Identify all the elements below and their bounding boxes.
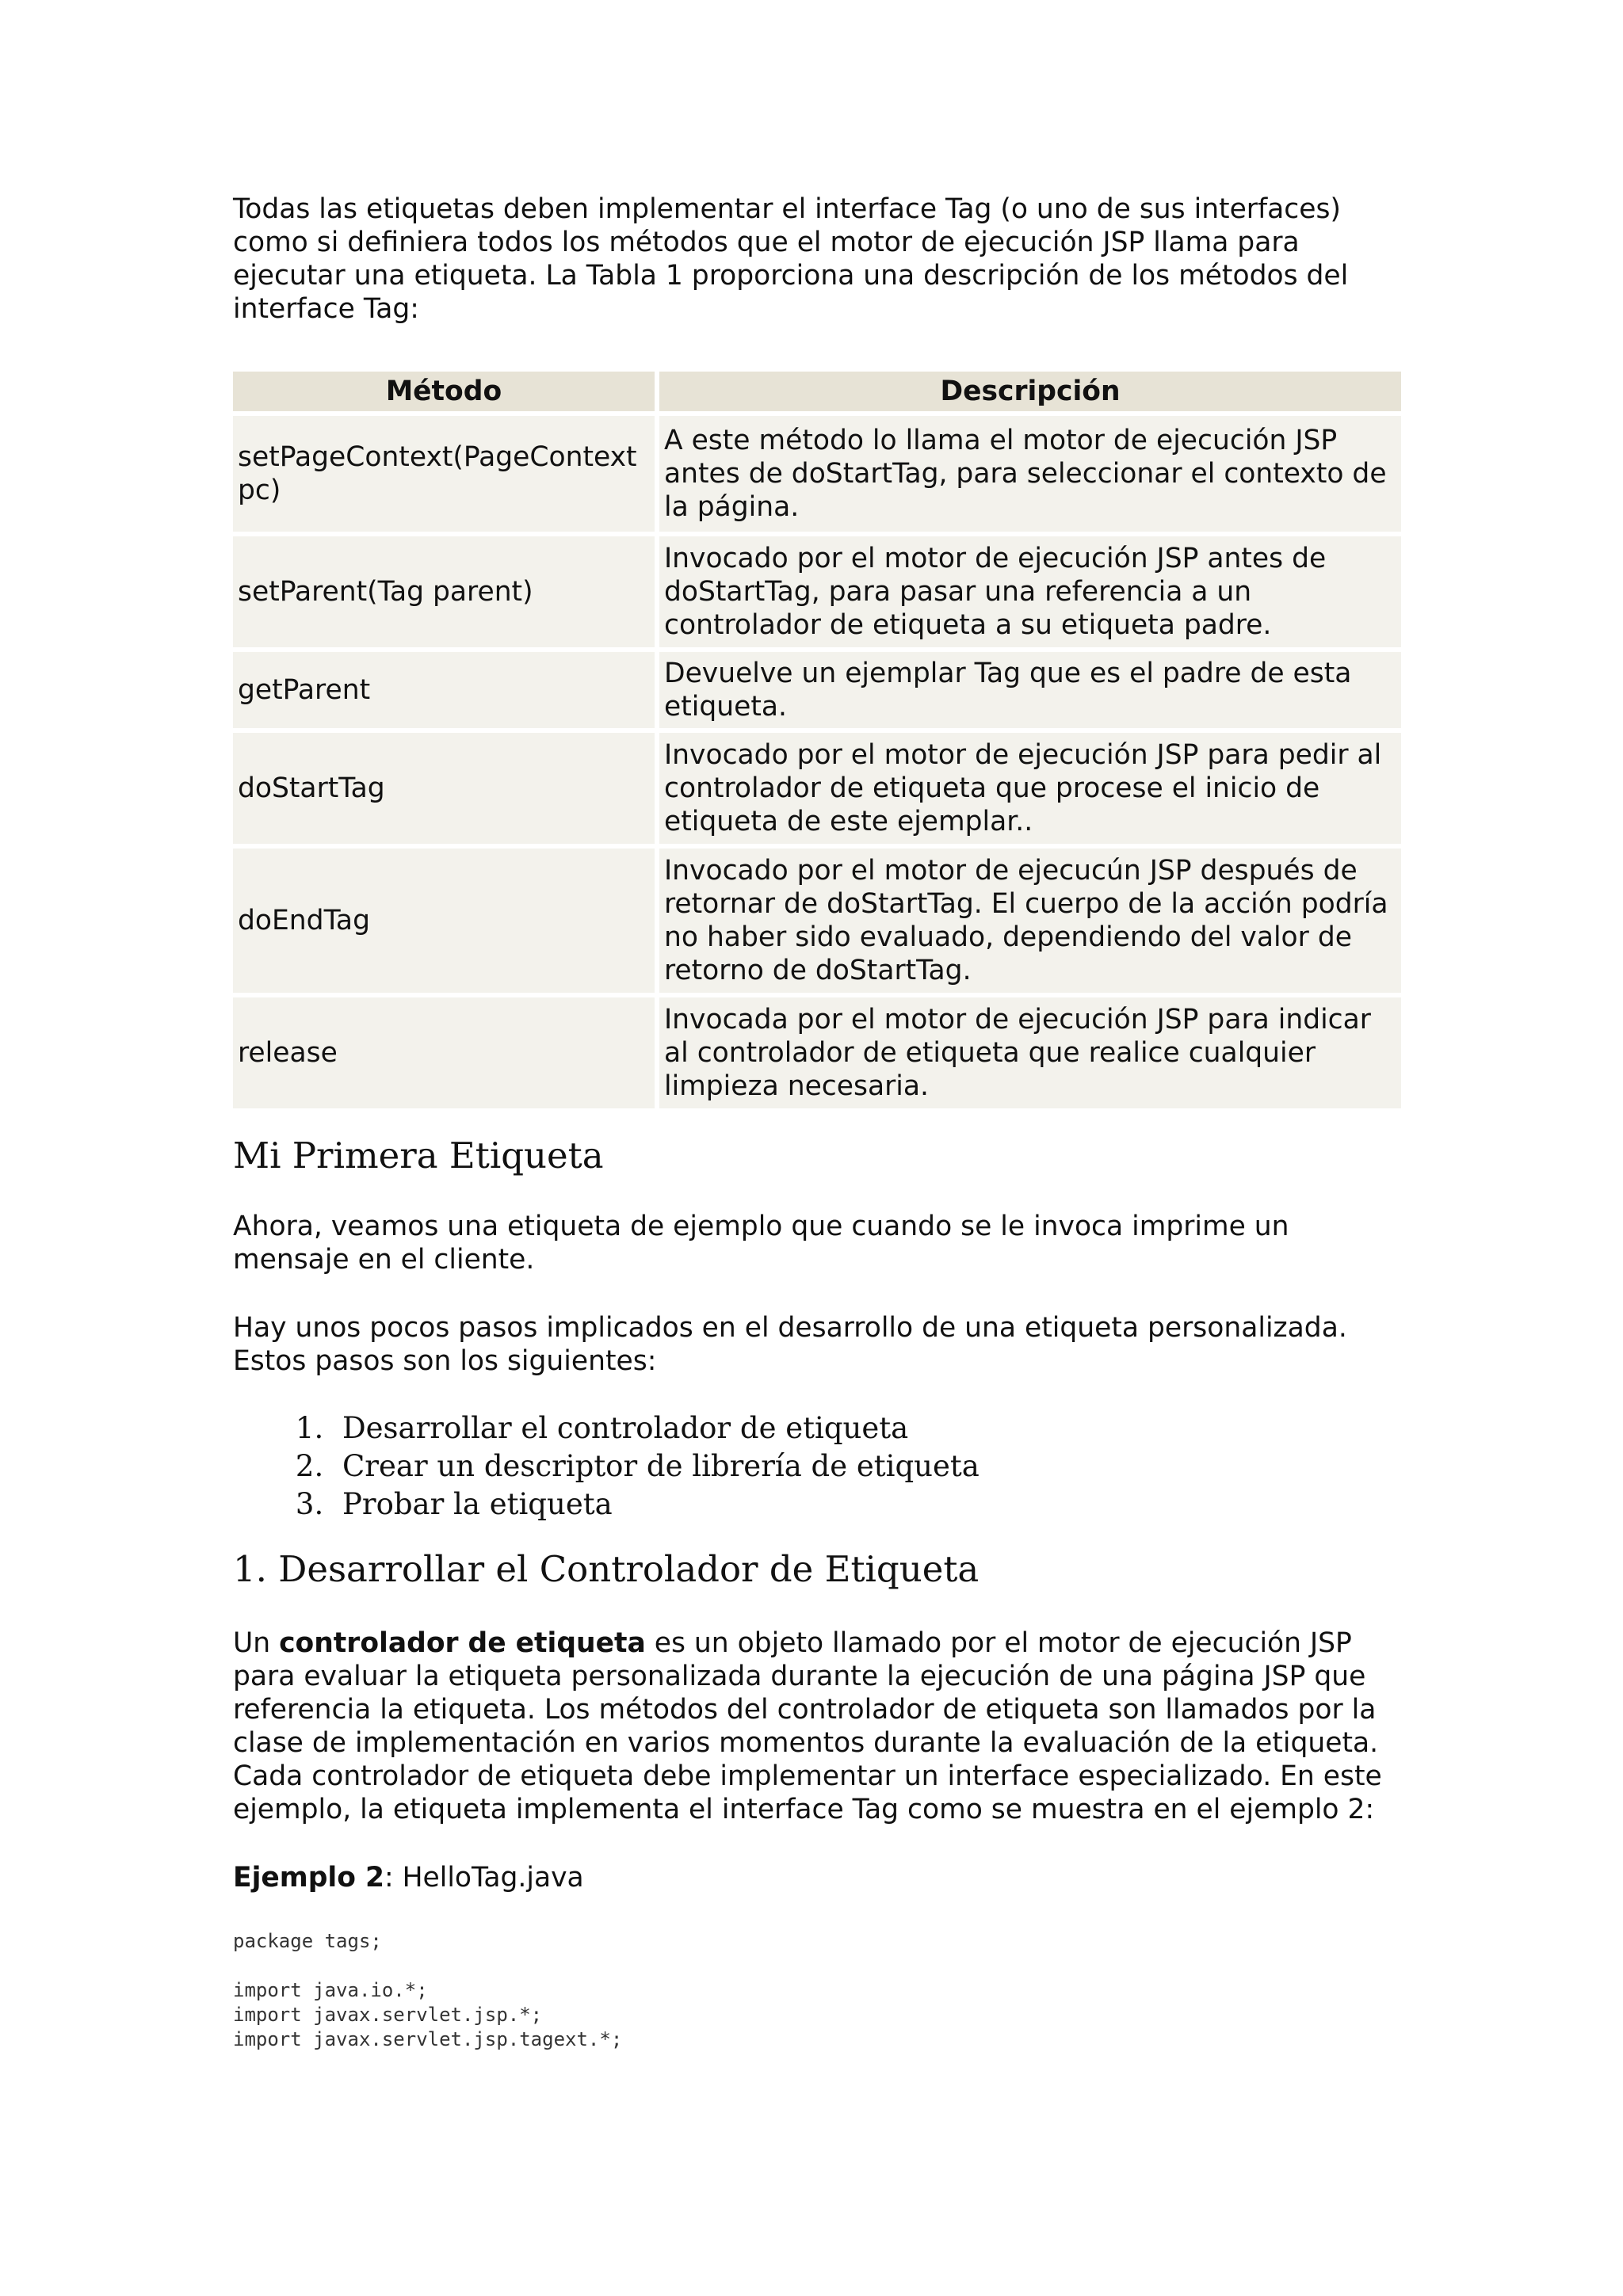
header-description: Descripción <box>659 372 1401 411</box>
list-item: 1. Desarrollar el controlador de etiqueta <box>333 1409 1406 1447</box>
table-row <box>233 536 1401 647</box>
method-cell: doStartTag <box>233 733 655 844</box>
table-row <box>233 849 1401 993</box>
method-cell: setPageContext(PageContext pc) <box>233 416 655 532</box>
description-cell: Invocada por el motor de ejecución JSP para indicar al controlador de etiqueta que realice cualquier limpieza necesaria. <box>659 997 1401 1108</box>
list-item: 2. Crear un descriptor de librería de etiqueta <box>333 1447 1406 1486</box>
section1-paragraph-2: Hay unos pocos pasos implicados en el desarrollo de una etiqueta personalizada. Estos pasos son los siguientes: <box>233 1312 1347 1377</box>
code-block: package tags; import java.io.*; import javax.servlet.jsp.*; import javax.servlet.jsp.tagext.*; <box>233 1930 623 2050</box>
example-caption <box>233 1861 1406 1894</box>
para-prefix: Un <box>233 1627 280 1659</box>
example-label: Ejemplo 2 <box>233 1862 384 1894</box>
para-bold-term: controlador de etiqueta <box>279 1627 646 1659</box>
example-filename: HelloTag.java <box>402 1862 584 1894</box>
table-row <box>233 997 1401 1108</box>
example-separator: : <box>384 1862 403 1894</box>
description-cell: A este método lo llama el motor de ejecución JSP antes de doStartTag, para seleccionar el contexto de la página. <box>659 416 1401 532</box>
list-item: 3. Probar la etiqueta <box>333 1486 1406 1524</box>
method-cell: doEndTag <box>233 849 655 993</box>
intro-paragraph: Todas las etiquetas deben implementar el interface Tag (o uno de sus interfaces) como si definiera todos los métodos que el motor de ejecución JSP llama para ejecutar una etiqueta. La Tabla 1 proporciona una descripción de los métodos del interface Tag: <box>233 193 1349 325</box>
method-cell: release <box>233 997 655 1108</box>
section1-paragraph-1: Ahora, veamos una etiqueta de ejemplo que cuando se le invoca imprime un mensaje en el cliente. <box>233 1211 1289 1276</box>
table-header-row <box>233 372 1401 411</box>
description-cell: Invocado por el motor de ejecución JSP para pedir al controlador de etiqueta que procese el inicio de etiqueta de este ejemplar.. <box>659 733 1401 844</box>
method-cell: setParent(Tag parent) <box>233 536 655 647</box>
section2-paragraph <box>233 1627 1406 1826</box>
description-cell: Invocado por el motor de ejecución JSP antes de doStartTag, para pasar una referencia a un controlador de etiqueta a su etiqueta padre. <box>659 536 1401 647</box>
method-cell: getParent <box>233 652 655 728</box>
section-title-primera-etiqueta: Mi Primera Etiqueta <box>233 1135 604 1177</box>
table-row <box>233 652 1401 728</box>
header-method: Método <box>233 372 655 411</box>
description-cell: Invocado por el motor de ejecucún JSP después de retornar de doStartTag. El cuerpo de la acción podría no haber sido evaluado, dependiendo del valor de retorno de doStartTag. <box>659 849 1401 993</box>
section-title-controlador: 1. Desarrollar el Controlador de Etiqueta <box>233 1548 980 1590</box>
description-cell: Devuelve un ejemplar Tag que es el padre de esta etiqueta. <box>659 652 1401 728</box>
table-row <box>233 733 1401 844</box>
steps-list <box>233 1409 1406 1524</box>
document-body <box>233 193 1406 2052</box>
tag-methods-table <box>228 367 1406 1113</box>
table-row <box>233 416 1401 532</box>
para-rest: es un objeto llamado por el motor de ejecución JSP para evaluar la etiqueta personalizada durante la ejecución de una página JSP que referencia la etiqueta. Los métodos del controlador de etiqueta son llamados por la clase de implementación en varios momentos durante la evaluación de la etiqueta. Cada controlador de etiqueta debe implementar un interface especializado. En este ejemplo, la etiqueta implementa el interface Tag como se muestra en el ejemplo 2: <box>233 1627 1382 1825</box>
